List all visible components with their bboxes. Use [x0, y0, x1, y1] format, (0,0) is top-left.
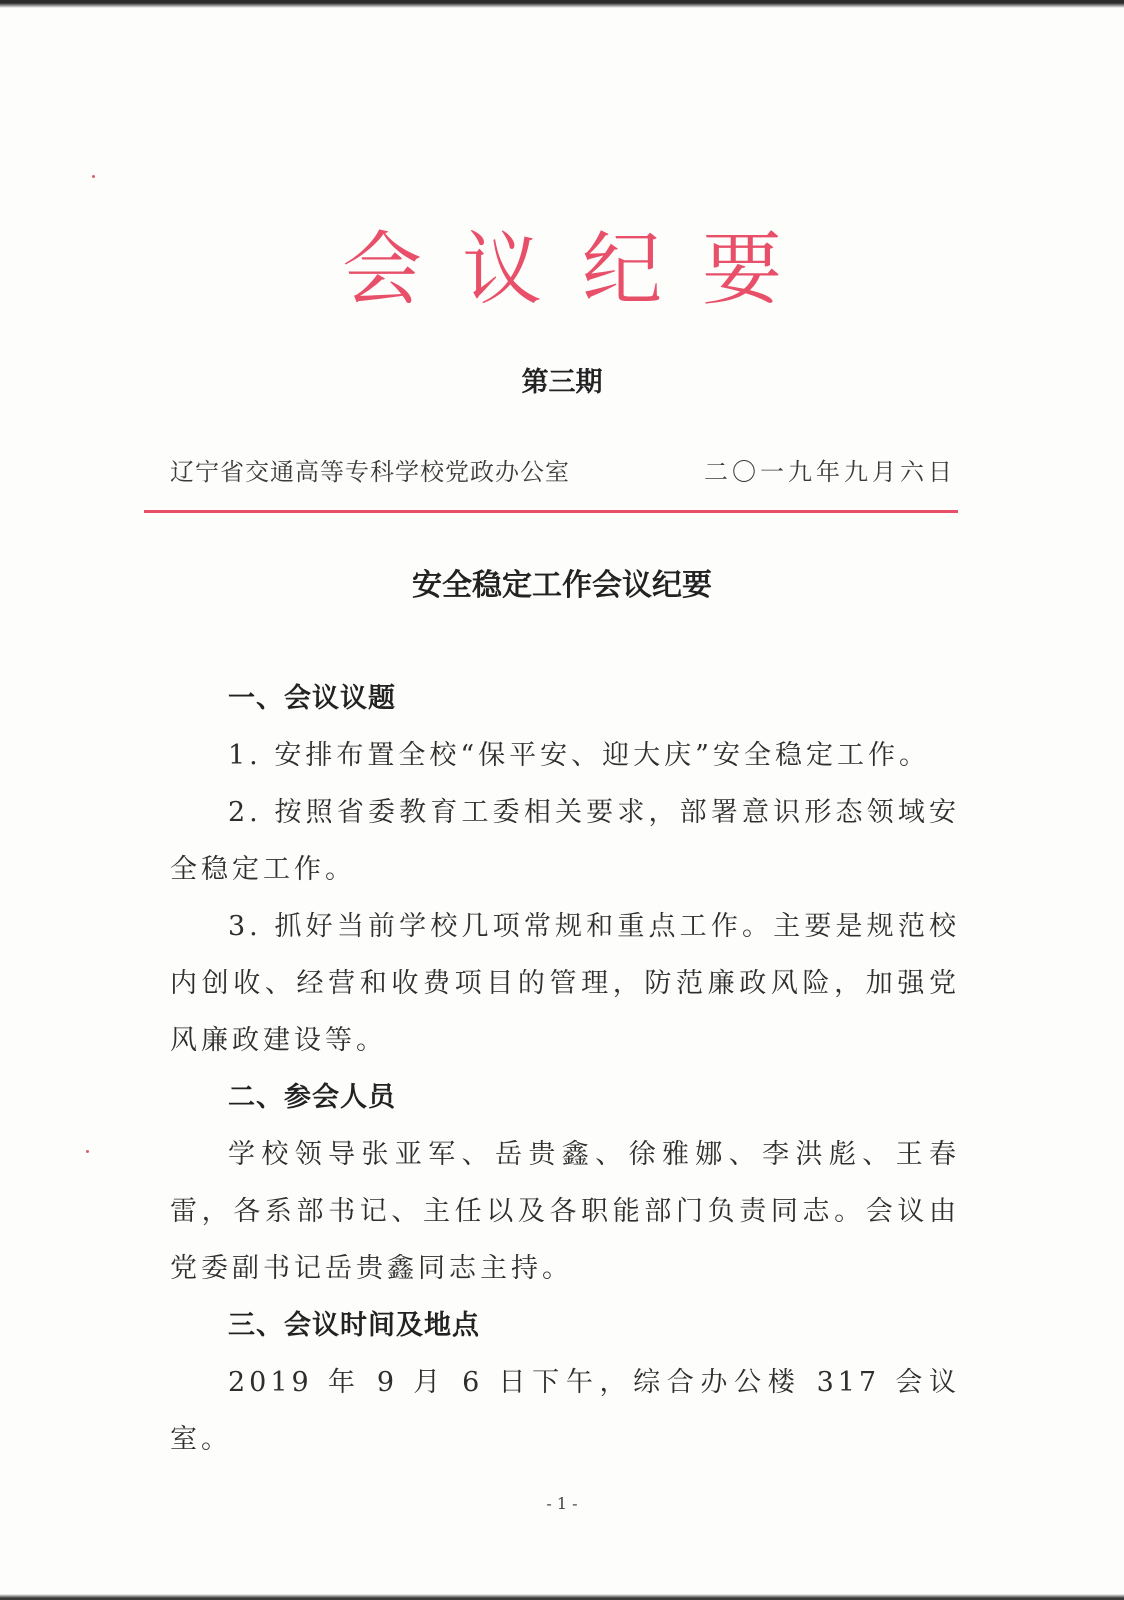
scan-speck — [92, 175, 95, 178]
time-place-paragraph: 2019 年 9 月 6 日下午，综合办公楼 317 会议室。 — [170, 1367, 960, 1455]
section-heading-time-place: 三、会议时间及地点 — [228, 1310, 480, 1341]
masthead-title: 会议纪要 — [342, 223, 822, 316]
issue-date: 二〇一九年九月六日 — [704, 458, 956, 486]
topic-item-2: 2. 按照省委教育工委相关要求，部署意识形态领域安全稳定工作。 — [170, 797, 960, 885]
issuing-office: 辽宁省交通高等专科学校党政办公室 — [170, 458, 570, 486]
issue-number: 第三期 — [521, 367, 603, 398]
section-heading-topics: 一、会议议题 — [228, 683, 396, 714]
attendees-paragraph: 学校领导张亚军、岳贵鑫、徐雅娜、李洪彪、王春雷，各系部书记、主任以及各职能部门负责同志。会议由党委副书记岳贵鑫同志主持。 — [170, 1139, 960, 1284]
document-body — [170, 670, 960, 1468]
topic-item-1: 1. 安排布置全校“保平安、迎大庆”安全稳定工作。 — [228, 740, 930, 771]
topic-item-3: 3. 抓好当前学校几项常规和重点工作。主要是规范校内创收、经营和收费项目的管理，防范廉政风险，加强党风廉政建设等。 — [170, 911, 960, 1056]
scan-speck — [86, 1150, 89, 1153]
red-divider — [144, 510, 958, 513]
scan-edge-bottom — [0, 1594, 1124, 1600]
document-title: 安全稳定工作会议纪要 — [412, 568, 712, 603]
section-heading-attendees: 二、参会人员 — [228, 1082, 396, 1113]
page-number: - 1 - — [546, 1494, 578, 1513]
scan-edge-top — [0, 0, 1124, 8]
